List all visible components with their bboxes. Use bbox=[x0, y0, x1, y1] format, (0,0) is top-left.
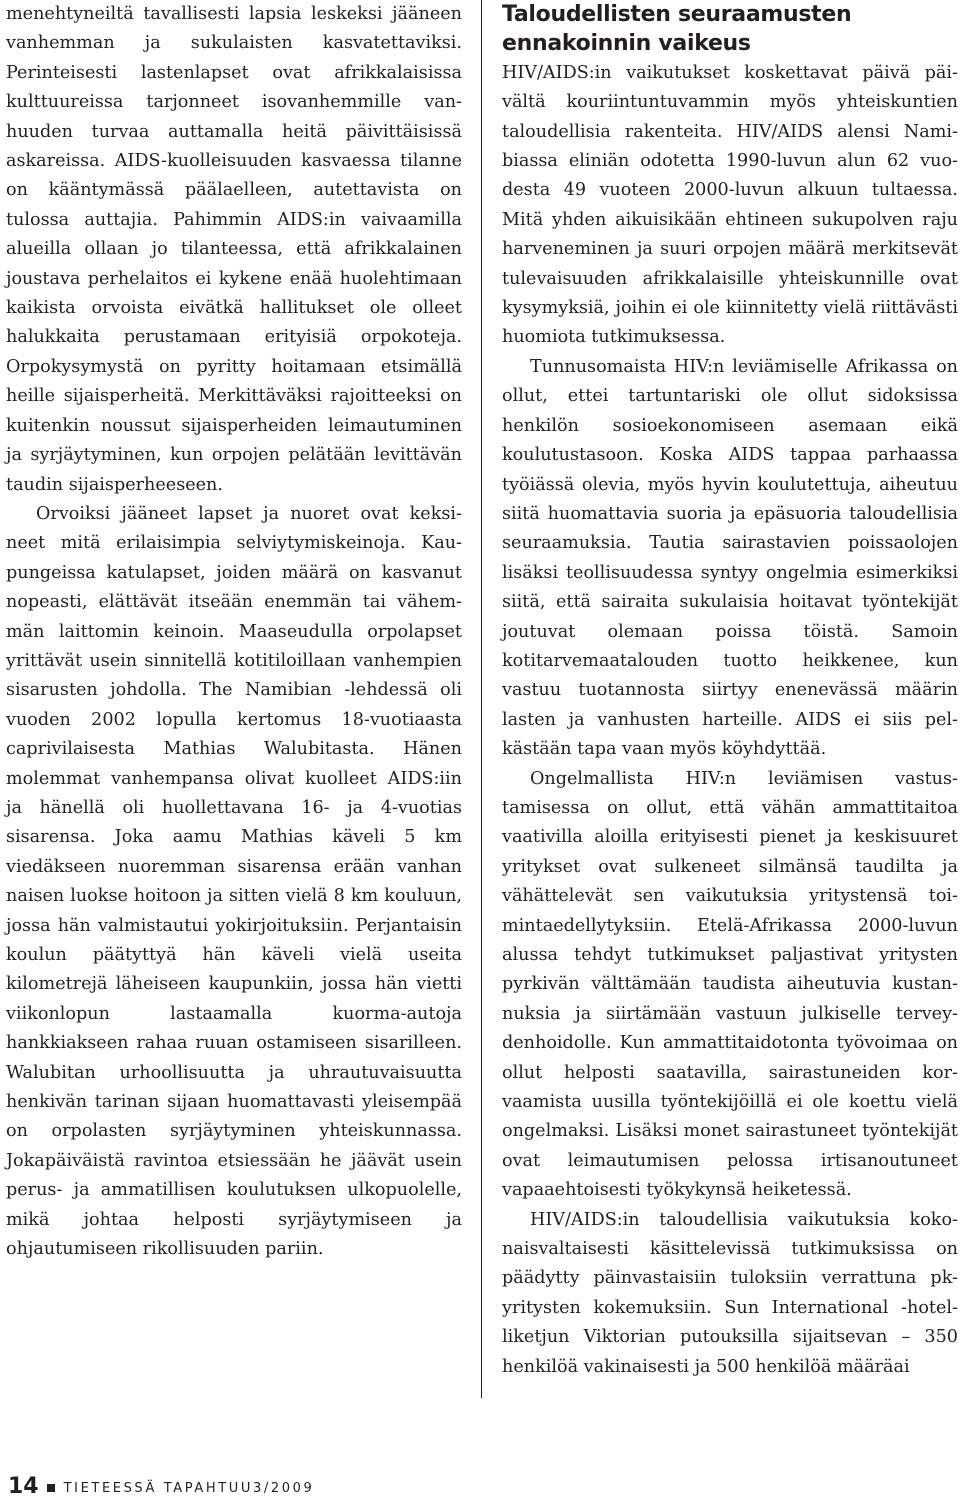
page-footer bbox=[8, 1474, 314, 1498]
left-column bbox=[6, 0, 462, 1264]
square-bullet-icon bbox=[47, 1484, 55, 1492]
body-paragraph: HIV/AIDS:in taloudellisia vaikutuksia kokonaisvaltaisesti käsittelevissä tutkimuksissa on päädytty päinvastaisiin tuloksiin verrattuna pk-yritysten kokemuksiin. Sun International -hotelliketjun Viktorian putouksilla sijaitsevan – 350 henkilöä vakinaisesti ja 500 henkilöä määräai bbox=[502, 1209, 958, 1377]
body-paragraph: menehtyneiltä tavallisesti lapsia leskeksi jääneen vanhemman ja sukulaisten kasvatettaviksi. Perinteisesti lastenlapset ovat afrikkalaisissa kulttuureissa tarjonneet isovanhemmille vanhuuden turvaa auttamalla heitä päivittäisissä askareissa. AIDS-kuolleisuuden kasvaessa tilanne on kääntymässä päälaelleen, autettavista on tulossa auttajia. Pahimmin AIDS:in vaivaamilla alueilla ollaan jo tilanteessa, että afrikkalainen joustava perhelaitos ei kykene enää huolehtimaan kaikista orvoista eivätkä hallitukset ole olleet halukkaita perustamaan erityisiä orpokoteja. Orpokysymystä on pyritty hoitamaan etsimällä heille sijaisperheitä. Merkittäväksi rajoitteeksi on kuitenkin noussut sijaisperheiden leimautuminen ja syrjäytyminen, kun orpojen pelätään levittävän taudin sijaisperheeseen. bbox=[6, 4, 462, 495]
page-number: 14 bbox=[8, 1473, 39, 1499]
publication-name: TIETEESSÄ TAPAHTUU3/2009 bbox=[63, 1480, 315, 1496]
column-divider bbox=[481, 0, 482, 1398]
section-heading: Taloudellisten seuraamusten ennakoinnin vaikeus bbox=[502, 2, 852, 57]
body-paragraph: HIV/AIDS:in vaikutukset koskettavat päivä päivältä kouriintuntuvammin myös yhteiskuntien taloudellisia rakenteita. HIV/AIDS alensi Namibiassa eliniän odotetta 1990-luvun alun 62 vuodesta 49 vuoteen 2000-luvun alkuun tultaessa. Mitä yhden aikuisikään ehtineen sukupolven raju harveneminen ja suuri orpojen määrä merkitsevät tulevaisuuden afrikkalaisille yhteiskunnille ovat kysymyksiä, joihin ei ole kiinnitetty vielä riittävästi huomiota tutkimuksessa. bbox=[502, 62, 958, 348]
body-paragraph: Tunnusomaista HIV:n leviämiselle Afrikassa on ollut, ettei tartuntariski ole ollut sidoksissa henkilön sosioekonomiseen asemaan eikä koulutustasoon. Koska AIDS tappaa parhaassa työiässä olevia, myös hyvin koulutettuja, aiheutuu siitä huomattavia suoria ja epäsuoria taloudellisia seuraamuksia. Tautia sairastavien poissaolojen lisäksi teollisuudessa syntyy ongelmia esimerkiksi siitä, että sairaita sukulaisia hoitavat työntekijät joutuvat olemaan poissa töistä. Samoin kotitarvemaatalouden tuotto heikkenee, kun vastuu tuotannosta siirtyy enenevässä määrin lasten ja vanhusten harteille. AIDS ei siis pelkästään tapa vaan myös köyhdyttää. bbox=[502, 356, 958, 760]
body-paragraph: Orvoiksi jääneet lapset ja nuoret ovat keksineet mitä erilaisimpia selviytymiskeinoja. Kaupungeissa katulapset, joiden määrä on kasvanut nopeasti, elättävät itseään enemmän tai vähemmän laittomin keinoin. Maaseudulla orpolapset yrittävät usein sinnitellä kotitiloillaan vanhempien sisarusten johdolla. The Namibian -lehdessä oli vuoden 2002 lopulla kertomus 18-vuotiaasta caprivilaisesta Mathias Walubitasta. Hänen molemmat vanhempansa olivat kuolleet AIDS:iin ja hänellä oli huollettavana 16- ja 4-vuotias sisarensa. Joka aamu Mathias käveli 5 km viedäkseen nuoremman sisarensa erään vanhan naisen luokse hoitoon ja sitten vielä 8 km kouluun, jossa hän valmistautui yokirjoituksiin. Perjantaisin koulun päätyttyä hän käveli vielä useita kilometrejä läheiseen kaupunkiin, jossa hän vietti viikonlopun lastaamalla kuorma-autoja hankkiakseen rahaa ruuan ostamiseen sisarilleen. Walubitan urhoollisuutta ja uhrautuvaisuutta henkivän tarinan sijaan huomattavasti yleisempää on orpolasten syrjäytyminen yhteiskunnassa. Jokapäiväistä ravintoa etsiessään he jäävät usein perus- ja ammatillisen koulutuksen ulkopuolelle, mikä johtaa helposti syrjäytymiseen ja ohjautumiseen rikollisuuden pariin. bbox=[6, 503, 462, 1260]
right-column bbox=[502, 0, 958, 1382]
body-paragraph: Ongelmallista HIV:n leviämisen vastustamisessa on ollut, että vähän ammattitaitoa vaativilla aloilla erityisesti pienet ja keskisuuret yritykset ovat sulkeneet silmänsä taudilta ja vähättelevät sen vaikutuksia yritystensä toimintaedellytyksiin. Etelä-Afrikassa 2000-luvun alussa tehdyt tutkimukset paljastivat yritysten pyrkivän välttämään taudista aiheutuvia kustannuksia ja siirtämään vastuun julkiselle terveydenhoidolle. Kun ammattitaidotonta työvoimaa on ollut helposti saatavilla, sairastuneiden korvaamista uusilla työntekijöillä ei ole koettu vielä ongelmaksi. Lisäksi monet sairastuneet työntekijät ovat leimautumisen pelossa irtisanoutuneet vapaaehtoisesti työkykynsä heiketessä. bbox=[502, 768, 958, 1201]
